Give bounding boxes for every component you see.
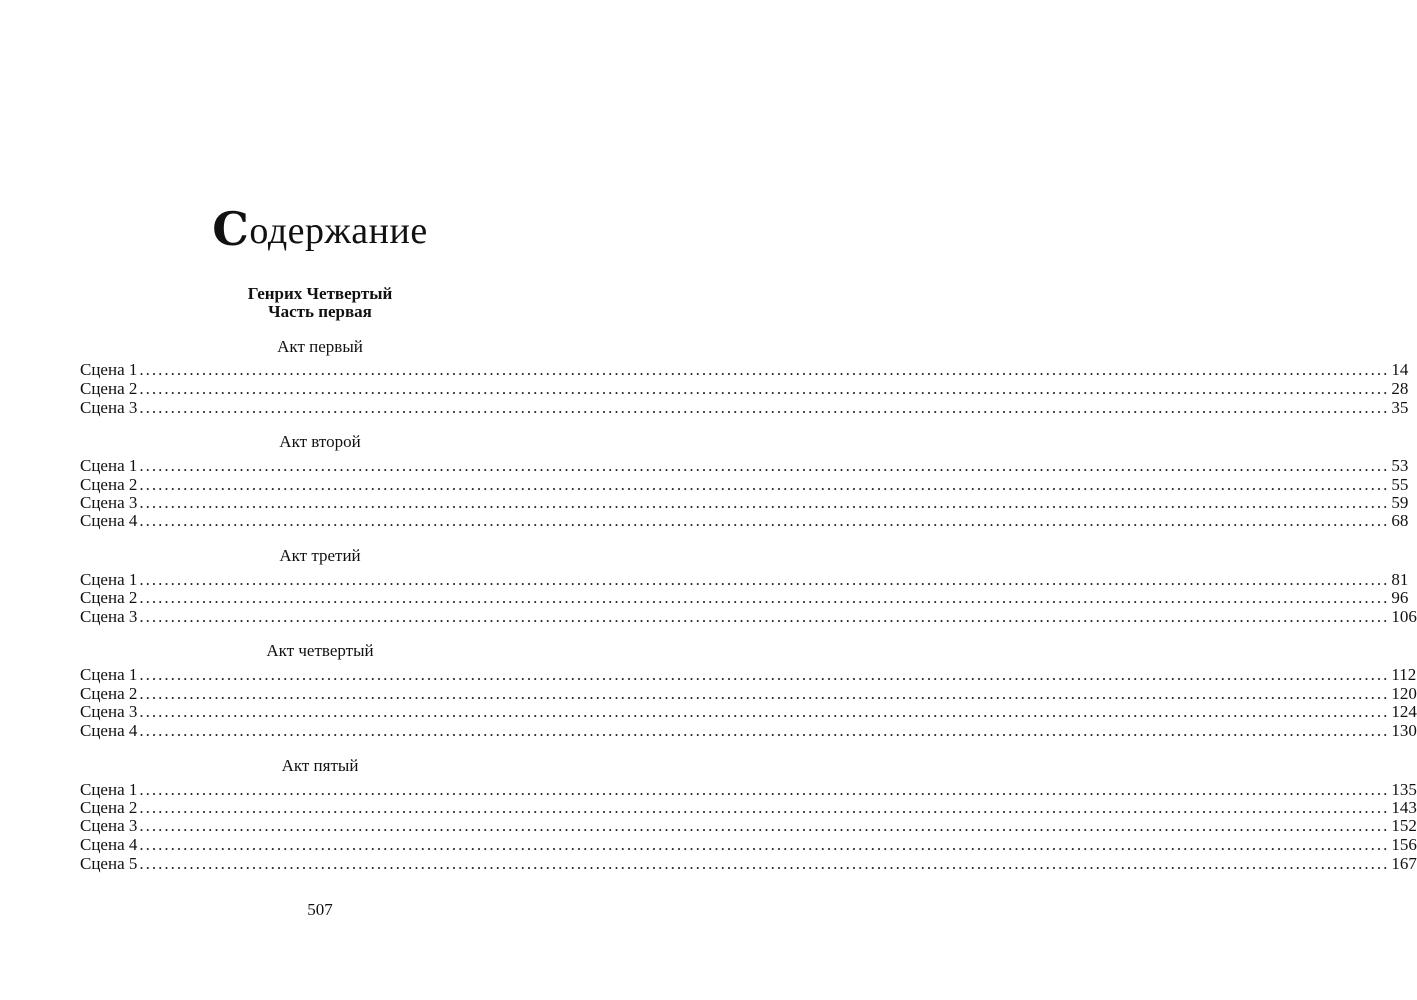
toc-entry[interactable] (80, 360, 1409, 379)
dot-leader: ........................................................................................................................................................................................................ (139, 780, 1390, 799)
scene-label: Сцена 3 (80, 398, 138, 417)
scene-label: Сцена 1 (80, 665, 138, 684)
scene-label: Сцена 4 (80, 835, 138, 854)
contents-title-rest: одержание (249, 210, 428, 252)
toc-entry[interactable] (80, 398, 1409, 417)
dot-leader: ........................................................................................................................................................................................................ (139, 721, 1390, 740)
toc-entry[interactable] (80, 511, 1409, 530)
page-number: 130 (1391, 721, 1417, 740)
dot-leader: ........................................................................................................................................................................................................ (139, 816, 1390, 835)
page-number: 14 (1391, 360, 1409, 379)
work-part: Часть первая (268, 302, 372, 321)
page-folio: 507 (307, 900, 333, 919)
toc-entry[interactable] (80, 721, 1417, 740)
dot-leader: ........................................................................................................................................................................................................ (139, 511, 1390, 530)
dot-leader: ........................................................................................................................................................................................................ (139, 665, 1390, 684)
toc-entry[interactable] (80, 780, 1417, 799)
scene-label: Сцена 2 (80, 475, 138, 494)
page-number: 135 (1391, 780, 1417, 799)
scene-label: Сцена 3 (80, 702, 138, 721)
act-heading: Акт первый (277, 337, 363, 356)
dot-leader: ........................................................................................................................................................................................................ (139, 854, 1390, 873)
scene-label: Сцена 1 (80, 570, 138, 589)
toc-entry[interactable] (80, 854, 1417, 873)
page-number: 167 (1391, 854, 1417, 873)
act-heading: Акт четвертый (266, 641, 374, 660)
scene-label: Сцена 1 (80, 360, 138, 379)
page-number: 35 (1391, 398, 1409, 417)
dot-leader: ........................................................................................................................................................................................................ (139, 360, 1390, 379)
toc-entry[interactable] (80, 607, 1417, 626)
scene-label: Сцена 4 (80, 511, 138, 530)
dot-leader: ........................................................................................................................................................................................................ (139, 684, 1390, 703)
scene-label: Сцена 1 (80, 456, 138, 475)
scene-label: Сцена 4 (80, 721, 138, 740)
dot-leader: ........................................................................................................................................................................................................ (139, 798, 1390, 817)
page-number: 81 (1391, 570, 1409, 589)
dot-leader: ........................................................................................................................................................................................................ (139, 398, 1390, 417)
scene-label: Сцена 3 (80, 816, 138, 835)
page-number: 55 (1391, 475, 1409, 494)
page-number: 120 (1391, 684, 1417, 703)
scene-label: Сцена 2 (80, 588, 138, 607)
toc-entry[interactable] (80, 665, 1417, 684)
page-number: 152 (1391, 816, 1417, 835)
scene-label: Сцена 1 (80, 780, 138, 799)
dot-leader: ........................................................................................................................................................................................................ (139, 475, 1390, 494)
act-heading: Акт второй (279, 432, 361, 451)
toc-entry[interactable] (80, 456, 1409, 475)
page-number: 124 (1391, 702, 1417, 721)
contents-title-initial: С (212, 202, 250, 256)
toc-entry[interactable] (80, 702, 1417, 721)
dot-leader: ........................................................................................................................................................................................................ (139, 835, 1390, 854)
scene-label: Сцена 3 (80, 607, 138, 626)
page-number: 68 (1391, 511, 1409, 530)
page-number: 59 (1391, 493, 1409, 512)
scene-label: Сцена 2 (80, 684, 138, 703)
toc-entry[interactable] (80, 493, 1409, 512)
toc-entry[interactable] (80, 379, 1409, 398)
dot-leader: ........................................................................................................................................................................................................ (139, 493, 1390, 512)
contents-title (0, 200, 640, 254)
dot-leader: ........................................................................................................................................................................................................ (139, 379, 1390, 398)
page-number: 28 (1391, 379, 1409, 398)
dot-leader: ........................................................................................................................................................................................................ (139, 607, 1390, 626)
dot-leader: ........................................................................................................................................................................................................ (139, 588, 1390, 607)
page-number: 106 (1391, 607, 1417, 626)
page-number: 53 (1391, 456, 1409, 475)
toc-entry[interactable] (80, 798, 1417, 817)
toc-entry[interactable] (80, 570, 1409, 589)
scene-label: Сцена 2 (80, 379, 138, 398)
toc-entry[interactable] (80, 684, 1417, 703)
scene-label: Сцена 2 (80, 798, 138, 817)
page-number: 143 (1391, 798, 1417, 817)
page-number: 156 (1391, 835, 1417, 854)
act-heading: Акт пятый (281, 756, 359, 775)
dot-leader: ........................................................................................................................................................................................................ (139, 570, 1390, 589)
work-title: Генрих Четвертый (247, 284, 393, 303)
dot-leader: ........................................................................................................................................................................................................ (139, 456, 1390, 475)
scene-label: Сцена 3 (80, 493, 138, 512)
page-number: 96 (1391, 588, 1409, 607)
act-heading: Акт третий (279, 546, 361, 565)
toc-entry[interactable] (80, 816, 1417, 835)
toc-entry[interactable] (80, 475, 1409, 494)
page-number: 112 (1391, 665, 1417, 684)
toc-entry[interactable] (80, 588, 1409, 607)
scene-label: Сцена 5 (80, 854, 138, 873)
toc-entry[interactable] (80, 835, 1417, 854)
dot-leader: ........................................................................................................................................................................................................ (139, 702, 1390, 721)
